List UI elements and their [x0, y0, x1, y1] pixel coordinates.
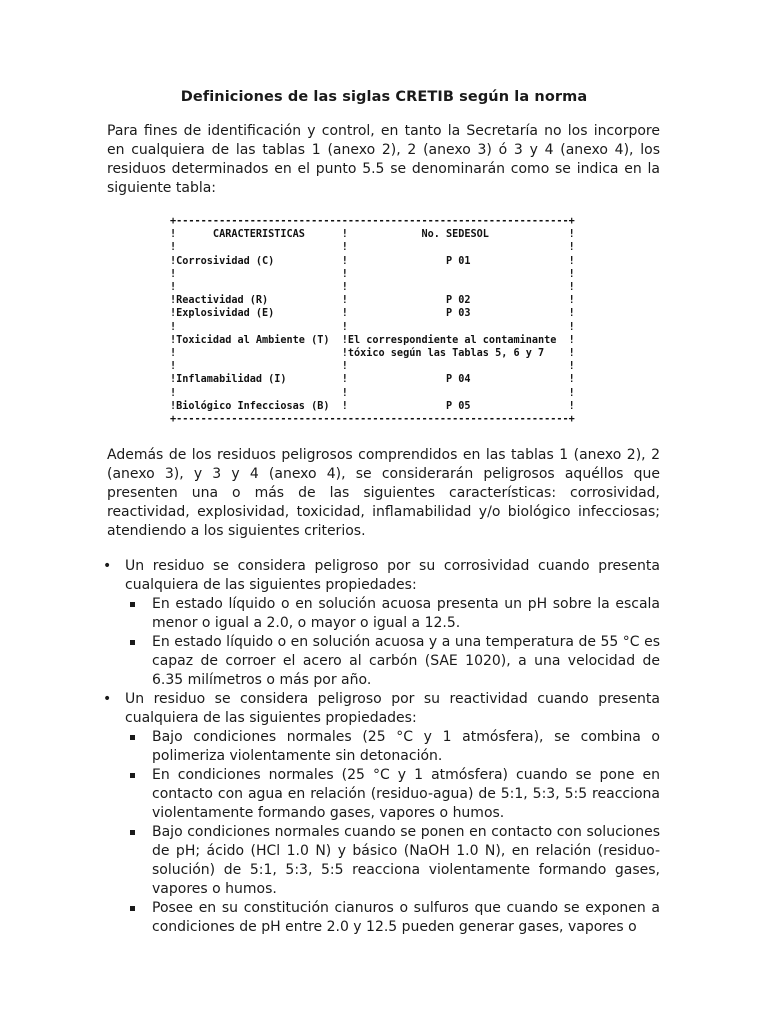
list-item-text: Un residuo se considera peligroso por su corrosividad cuando presenta cualquiera de las siguientes propiedades:: [125, 558, 660, 593]
sub-list: [125, 728, 660, 937]
list-item-text: Un residuo se considera peligroso por su reactividad cuando presenta cualquiera de las siguientes propiedades:: [125, 691, 660, 726]
cretib-table: +----------------------------------------------------------------+ ! CARACTERISTICAS ! No. SEDESOL ! ! ! ! !Corrosividad (C) ! P 01 ! ! ! ! ! ! ! !Reactividad (R) ! P 02 ! !Explosividad (E) ! P 03 ! ! ! ! !Toxicidad al Ambiente (T) !El correspondiente al contaminante ! ! !tóxico según las Tablas 5, 6 y 7 ! ! ! ! !Inflamabilidad (I) ! P 04 ! ! ! ! !Biológico Infecciosas (B) ! P 05 ! +----------------------------------------------------------------+: [170, 216, 575, 426]
square-bullet-icon: [130, 830, 135, 835]
intro-paragraph: Para fines de identificación y control, en tanto la Secretaría no los incorpore en cualquiera de las tablas 1 (anexo 2), 2 (anexo 3) ó 3 y 4 (anexo 4), los residuos determinados en el punto 5.5 se denominarán como se indica en la siguiente tabla:: [107, 123, 660, 196]
document-title: Definiciones de las siglas CRETIB según la norma: [180, 89, 588, 105]
square-bullet-icon: [130, 735, 135, 740]
sub-list-item-text: En estado líquido o en solución acuosa presenta un pH sobre la escala menor o igual a 2.0, o mayor o igual a 12.5.: [152, 596, 660, 631]
sub-list-item: [125, 766, 660, 823]
sub-list-item-text: Posee en su constitución cianuros o sulfuros que cuando se exponen a condiciones de pH entre 2.0 y 12.5 pueden generar gases, vapores o: [152, 900, 660, 935]
criteria-paragraph: Además de los residuos peligrosos comprendidos en las tablas 1 (anexo 2), 2 (anexo 3), y 3 y 4 (anexo 4), se considerarán peligrosos aquéllos que presenten una o más de las siguientes características: corrosividad, reactividad, explosividad, toxicidad, inflamabilidad y/o biológico infecciosas; atendiendo a los siguientes criterios.: [107, 447, 660, 539]
list-item-corrosividad: [103, 557, 660, 690]
sub-list-item: [125, 823, 660, 899]
sub-list-item: [125, 595, 660, 633]
sub-list-item-text: En estado líquido o en solución acuosa y a una temperatura de 55 °C es capaz de corroer el acero al carbón (SAE 1020), a una velocidad de 6.35 milímetros o más por año.: [152, 634, 660, 688]
list-item-reactividad: [103, 690, 660, 937]
bullet-icon: •: [103, 558, 112, 574]
sub-list: [125, 595, 660, 690]
bullet-icon: •: [103, 691, 112, 707]
sub-list-item-text: En condiciones normales (25 °C y 1 atmósfera) cuando se pone en contacto con agua en relación (residuo-agua) de 5:1, 5:3, 5:5 reacciona violentamente formando gases, vapores o humos.: [152, 767, 660, 821]
sub-list-item: [125, 633, 660, 690]
sub-list-item-text: Bajo condiciones normales (25 °C y 1 atmósfera), se combina o polimeriza violentamente sin detonación.: [152, 729, 660, 764]
sub-list-item-text: Bajo condiciones normales cuando se ponen en contacto con soluciones de pH; ácido (HCl 1.0 N) y básico (NaOH 1.0 N), en relación (residuo-solución) de 5:1, 5:3, 5:5 reacciona violentamente formando gases, vapores o humos.: [152, 824, 660, 897]
sub-list-item: [125, 728, 660, 766]
criteria-list: [103, 557, 660, 937]
square-bullet-icon: [130, 602, 135, 607]
sub-list-item: [125, 899, 660, 937]
square-bullet-icon: [130, 906, 135, 911]
square-bullet-icon: [130, 773, 135, 778]
square-bullet-icon: [130, 640, 135, 645]
